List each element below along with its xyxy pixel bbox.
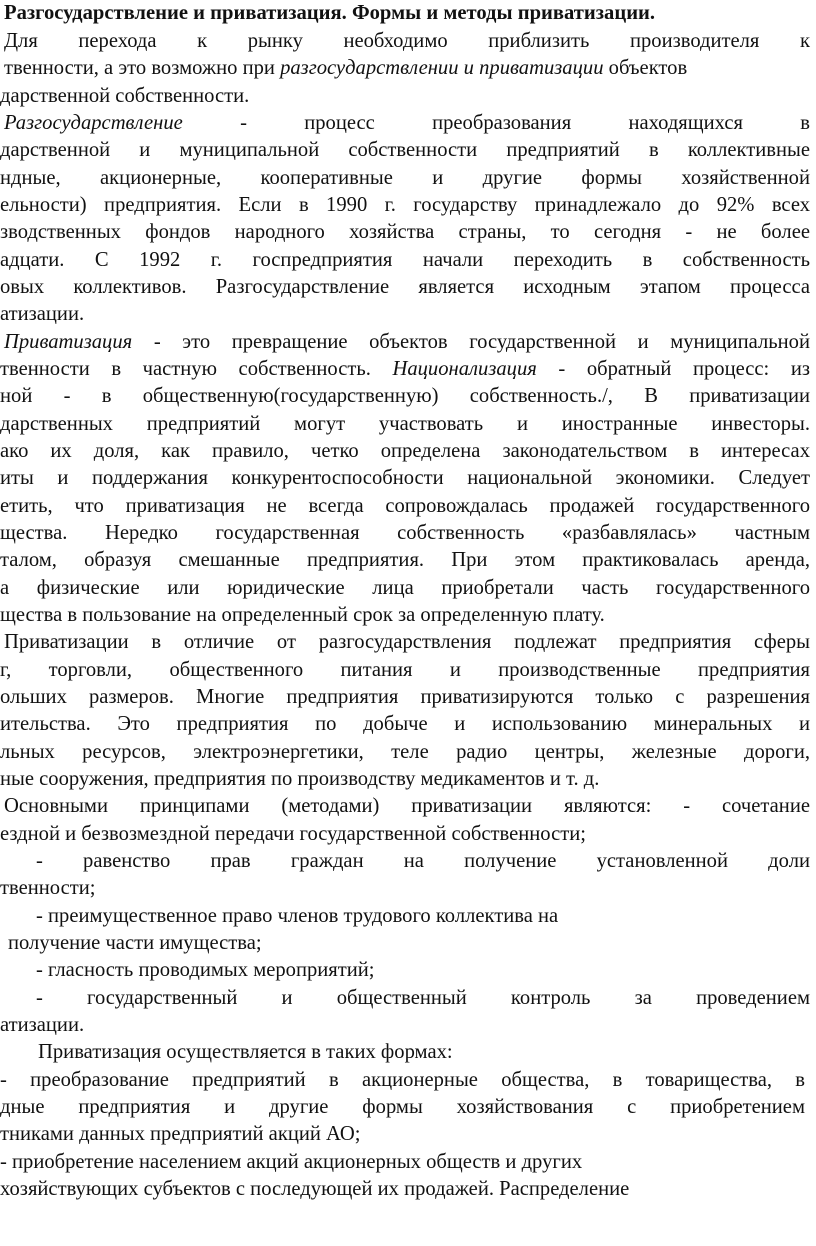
text-line: [4, 329, 810, 357]
text-line: дные предприятия и другие формы хозяйствования с приобретением: [0, 1096, 805, 1118]
text-line: тниками данных предприятий акций АО;: [0, 1123, 361, 1145]
text-line: Для перехода к рынку необходимо приблизить производителя к: [4, 30, 810, 52]
italic-term: Разгосударствление: [4, 112, 183, 134]
text-run: твенности в частную собственность.: [0, 358, 393, 380]
text-line: а физические или юридические лица приобретали часть государственного: [0, 577, 810, 599]
text-line: ные сооружения, предприятия по производству медикаментов и т. д.: [0, 768, 600, 790]
text-line: ольших размеров. Многие предприятия приватизируются только с разрешения: [0, 686, 810, 708]
text-line: ездной и безвозмездной передачи государственной собственности;: [0, 823, 586, 845]
text-line: иты и поддержания конкурентоспособности национальной экономики. Следует: [0, 467, 810, 489]
text-line: щества в пользование на определенный срок за определенную плату.: [0, 604, 605, 626]
text-line: [4, 55, 814, 83]
text-line: дарственной и муниципальной собственности предприятий в коллективные: [0, 139, 810, 161]
italic-term: разгосударствлении и приватизации: [280, 57, 604, 79]
text-line: льных ресурсов, электроэнергетики, теле радио центры, железные дороги,: [0, 741, 810, 763]
text-line: - приобретение населением акций акционерных обществ и других: [0, 1151, 583, 1173]
text-line: талом, образуя смешанные предприятия. При этом практиковалась аренда,: [0, 549, 810, 571]
text-line: дарственной собственности.: [0, 85, 250, 107]
text-line: дарственных предприятий могут участвовать и иностранные инвесторы.: [0, 413, 810, 435]
italic-term: Приватизация: [4, 331, 133, 353]
text-line: овых коллективов. Разгосударствление является исходным этапом процесса: [0, 276, 810, 298]
text-line: атизации.: [0, 1014, 85, 1036]
text-line: - равенство прав граждан на получение установленной доли: [36, 850, 810, 872]
text-line: - преимущественное право членов трудового коллектива на: [36, 905, 559, 927]
text-run: объектов: [603, 57, 688, 79]
text-run: - это превращение объектов государственной и муниципальной: [132, 331, 810, 353]
text-line: етить, что приватизация не всегда сопровождалась продажей государственного: [0, 495, 810, 517]
document-title: Разгосударствление и приватизация. Формы и методы приватизации.: [4, 2, 656, 24]
text-line: ной - в общественную(государственную) собственность./, В приватизации: [0, 385, 810, 407]
text-line: хозяйствующих субъектов с последующей их продажей. Распределение: [0, 1178, 630, 1200]
text-line: Основными принципами (методами) приватизации являются: - сочетание: [4, 795, 810, 817]
text-line: Приватизации в отличие от разгосударствления подлежат предприятия сферы: [4, 631, 810, 653]
text-line: - гласность проводимых мероприятий;: [36, 959, 375, 981]
text-line: - преобразование предприятий в акционерные общества, в товарищества, в: [0, 1069, 805, 1091]
text-run: - обратный процесс: из: [536, 358, 810, 380]
text-line: - государственный и общественный контроль за проведением: [36, 987, 810, 1009]
text-line: адцати. С 1992 г. госпредприятия начали переходить в собственность: [0, 249, 810, 271]
text-run: - процесс преобразования находящихся в: [182, 112, 810, 134]
text-line: получение части имущества;: [8, 932, 262, 954]
text-line: атизации.: [0, 303, 85, 325]
italic-term: Национализация: [392, 358, 537, 380]
text-run: твенности, а это возможно при: [4, 57, 281, 79]
text-line: ако их доля, как правило, четко определена законодательством в интересах: [0, 440, 810, 462]
text-line: щества. Нередко государственная собственность «разбавлялась» частным: [0, 522, 810, 544]
text-line: зводственных фондов народного хозяйства страны, то сегодня - не более: [0, 221, 810, 243]
text-line: ельности) предприятия. Если в 1990 г. государству принадлежало до 92% всех: [0, 194, 810, 216]
text-line: [0, 356, 810, 384]
text-line: Приватизация осуществляется в таких формах:: [38, 1041, 453, 1063]
text-line: [4, 110, 810, 138]
text-line: г, торговли, общественного питания и производственные предприятия: [0, 659, 810, 681]
text-line: ндные, акционерные, кооперативные и другие формы хозяйственной: [0, 167, 810, 189]
text-line: твенности;: [0, 877, 96, 899]
text-line: ительства. Это предприятия по добыче и использованию минеральных и: [0, 713, 810, 735]
